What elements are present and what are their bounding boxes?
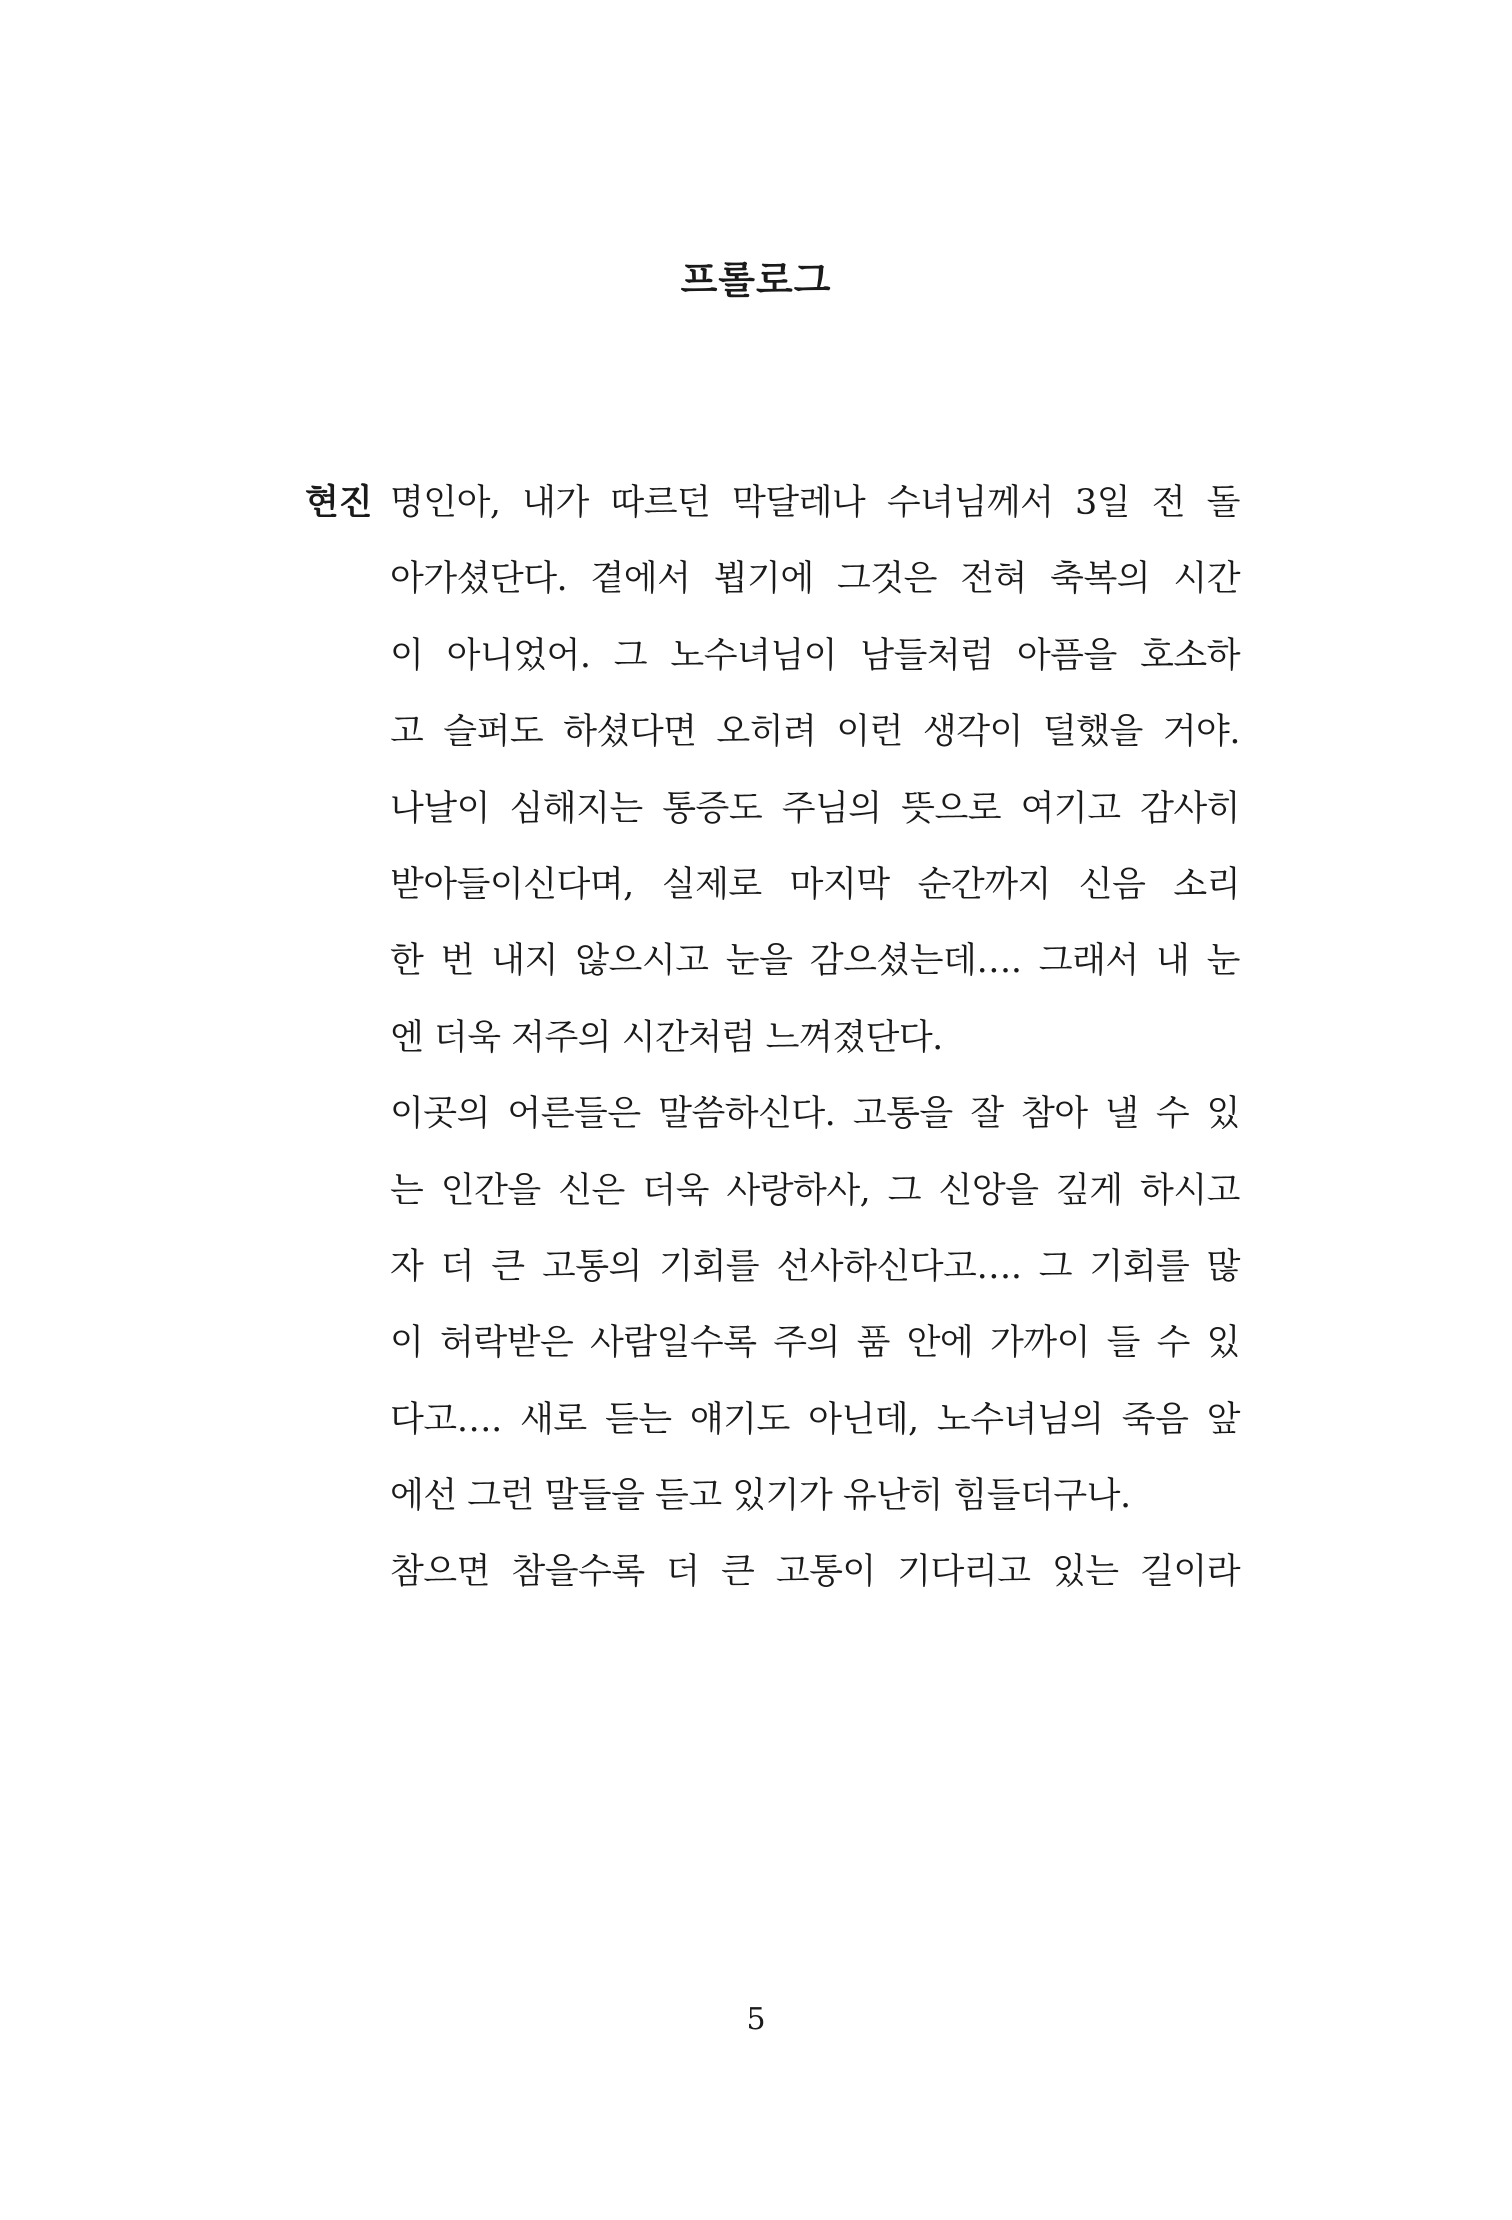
text-line: 명인아, 내가 따르던 막달레나 수녀님께서 3일 전 돌: [390, 483, 1240, 523]
page-title: 프롤로그: [680, 258, 832, 302]
text-line: 이곳의 어른들은 말씀하신다. 고통을 잘 참아 낼 수 있: [390, 1094, 1240, 1135]
page-number: 5: [746, 2002, 766, 2037]
text-line: 자 더 큰 고통의 기회를 선사하신다고…. 그 기회를 많: [390, 1246, 1240, 1287]
text-line: 받아들이신다며, 실제로 마지막 순간까지 신음 소리: [390, 864, 1240, 905]
text-line: 이 허락받은 사람일수록 주의 품 안에 가까이 들 수 있: [390, 1323, 1240, 1364]
text-line: 이 아니었어. 그 노수녀님이 남들처럼 아픔을 호소하: [390, 635, 1240, 676]
text-line: 고 슬퍼도 하셨다면 오히려 이런 생각이 덜했을 거야.: [390, 712, 1240, 753]
text-line: 한 번 내지 않으시고 눈을 감으셨는데…. 그래서 내 눈: [390, 941, 1240, 982]
text-line: 는 인간을 신은 더욱 사랑하사, 그 신앙을 깊게 하시고: [390, 1170, 1240, 1211]
dialogue-text: [390, 478, 1240, 1624]
text-line: 아가셨단다. 곁에서 뵙기에 그것은 전혀 축복의 시간: [390, 559, 1240, 600]
text-line: 참으면 참을수록 더 큰 고통이 기다리고 있는 길이라: [390, 1552, 1240, 1593]
text-line: 다고…. 새로 듣는 얘기도 아닌데, 노수녀님의 죽음 앞: [390, 1399, 1240, 1440]
text-line: 엔 더욱 저주의 시간처럼 느껴졌단다.: [390, 1017, 943, 1058]
text-line: 에선 그런 말들을 듣고 있기가 유난히 힘들더구나.: [390, 1476, 1131, 1517]
speaker-name: 현진: [305, 483, 373, 523]
text-line: 나날이 심해지는 통증도 주님의 뜻으로 여기고 감사히: [390, 788, 1240, 829]
